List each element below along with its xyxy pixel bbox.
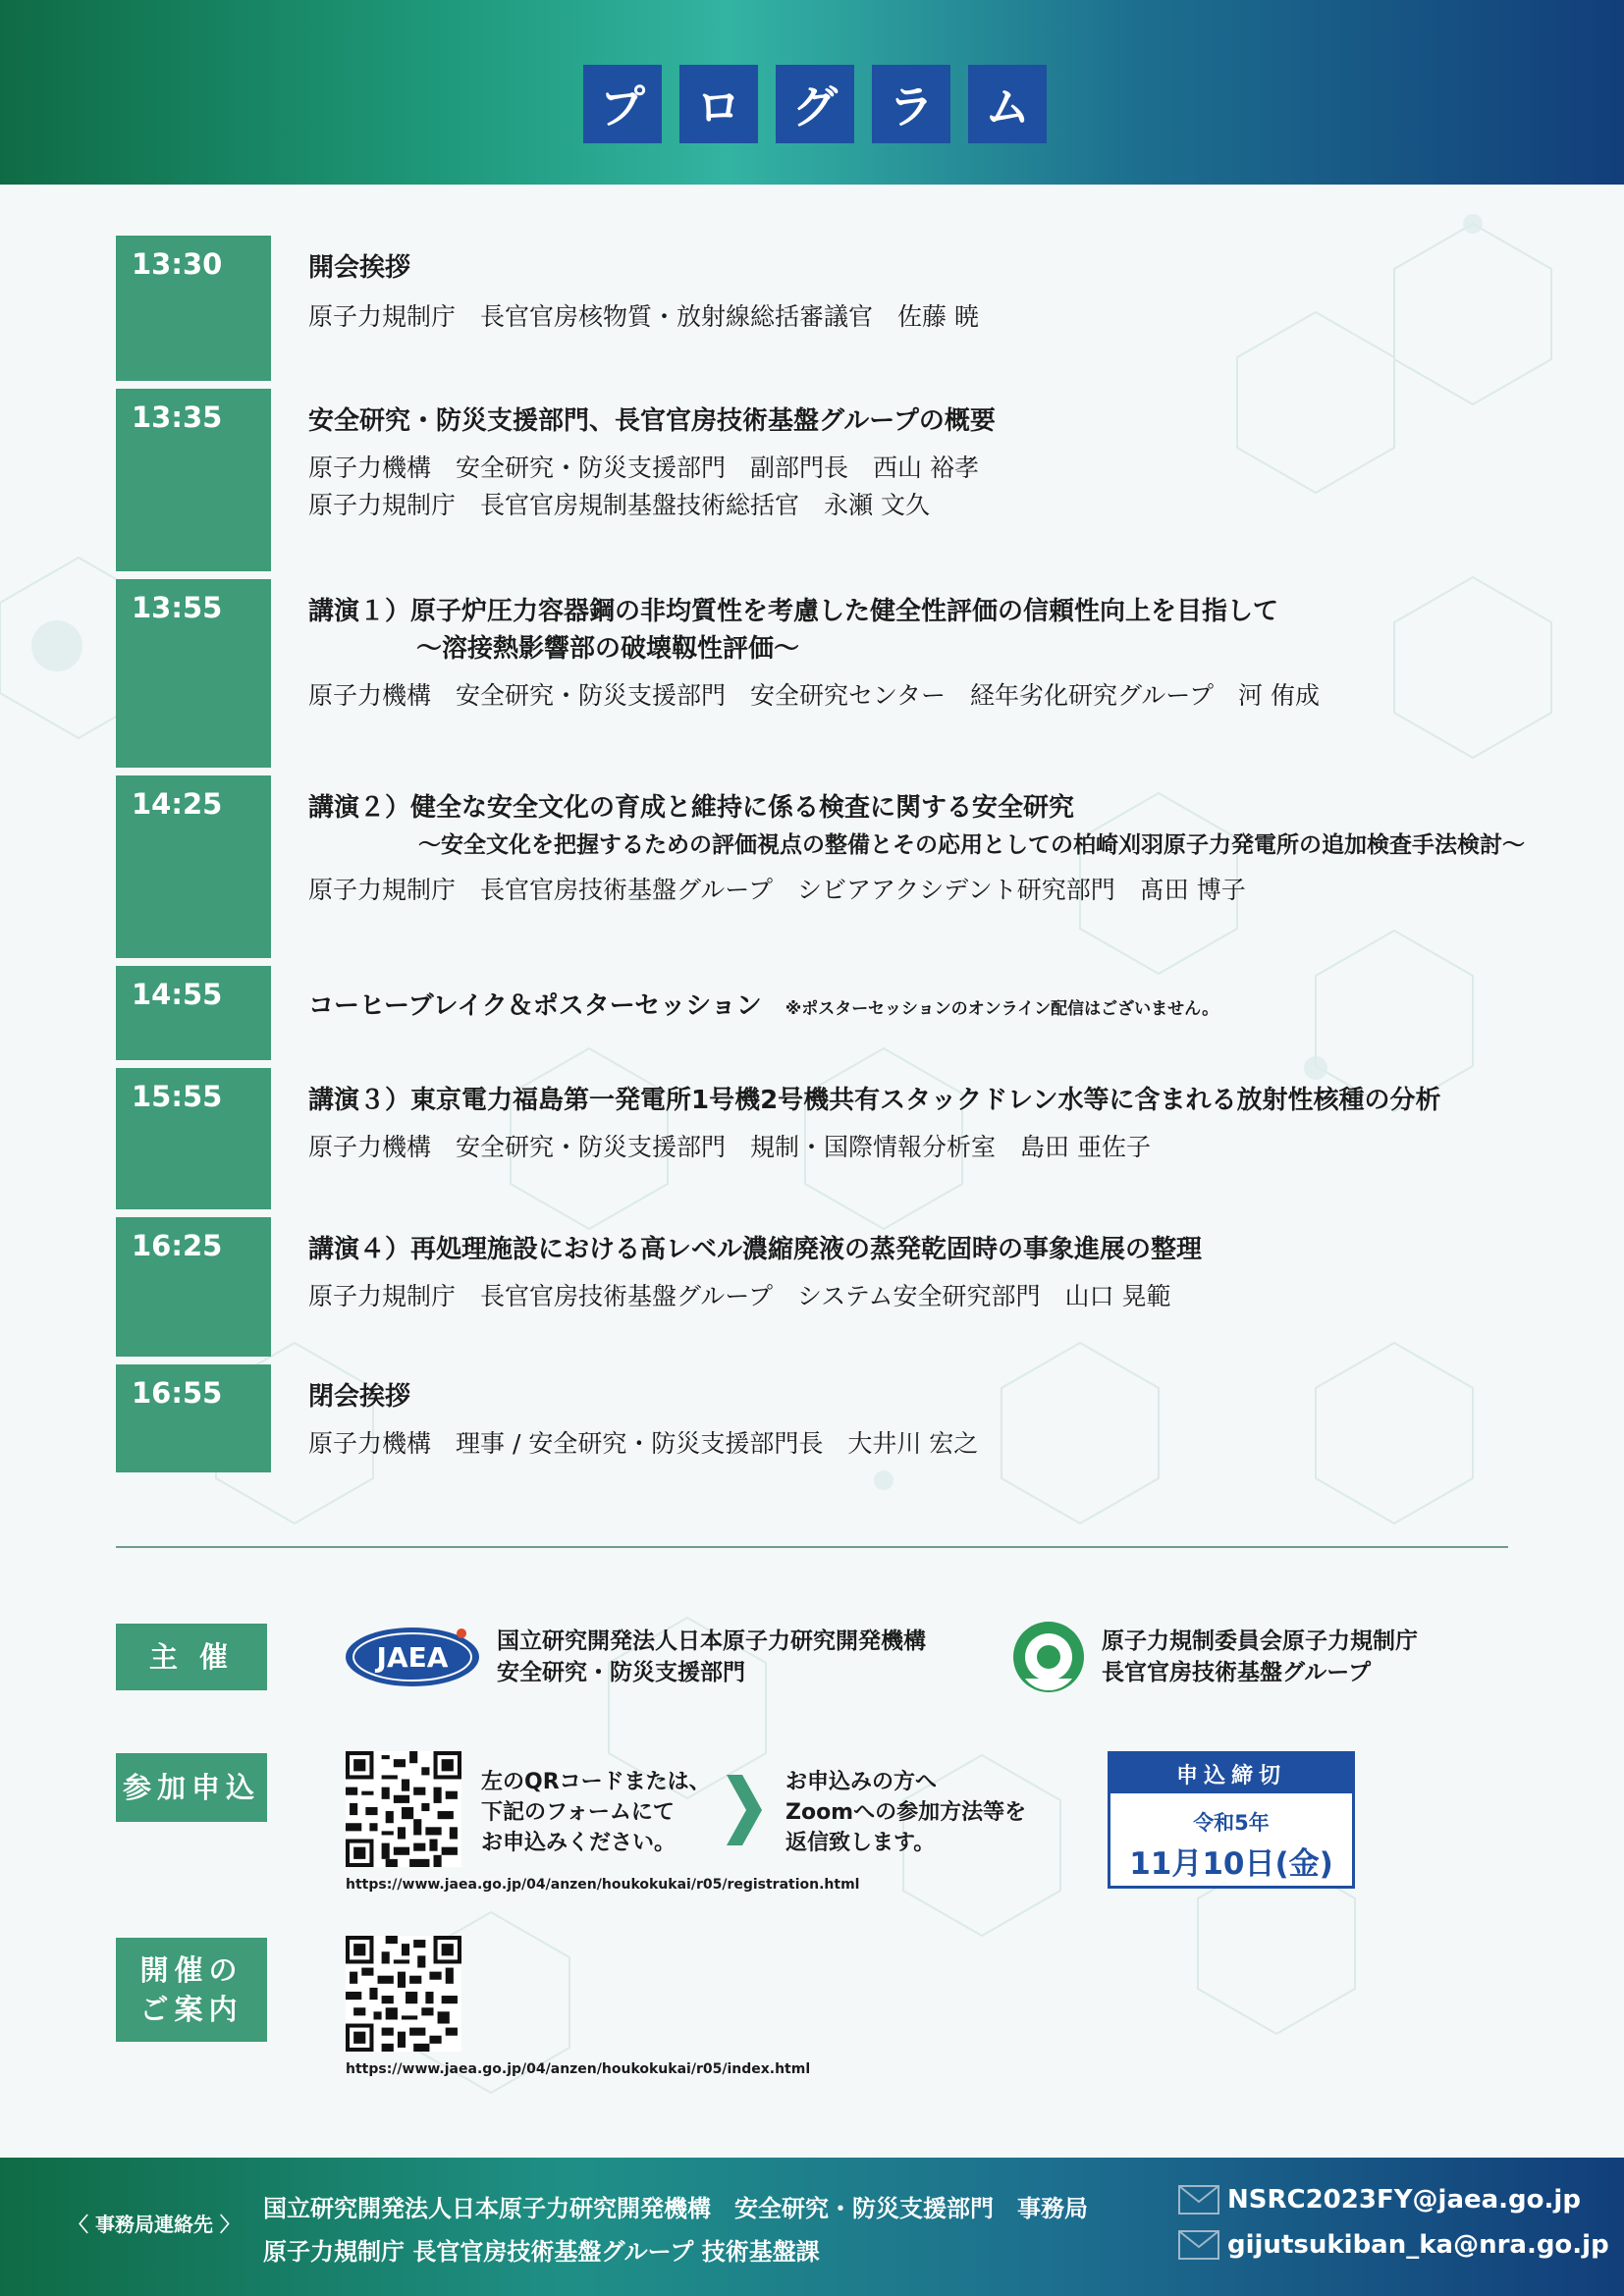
organizer-label: 主 催 <box>116 1624 267 1690</box>
deadline-box <box>1108 1751 1355 1889</box>
info-qr-code[interactable] <box>346 1936 461 2052</box>
apply-instruction <box>481 1767 711 1858</box>
speaker: 原子力機構 安全研究・防災支援部門 安全研究センター 経年劣化研究グループ 河 侑成 <box>308 681 1320 710</box>
contact-email-2 <box>1178 2230 1609 2260</box>
text-line: 開催の <box>139 1953 244 1987</box>
schedule-row <box>116 1068 1549 1209</box>
session-title: 講演１）原子炉圧力容器鋼の非均質性を考慮した健全性評価の信頼性向上を目指して <box>308 597 1279 626</box>
registration-link[interactable]: https://www.jaea.go.jp/04/anzen/houkokukai/r05/registration.html <box>346 1877 860 1893</box>
schedule-row <box>116 775 1549 958</box>
speaker: 原子力規制庁 長官官房核物質・放射線総括審議官 佐藤 暁 <box>308 302 979 331</box>
mail-icon <box>1178 2185 1219 2215</box>
deadline-era: 令和5年 <box>1193 1811 1270 1835</box>
info-link[interactable]: https://www.jaea.go.jp/04/anzen/houkokukai/r05/index.html <box>346 2061 811 2077</box>
time-badge: 16:55 <box>116 1364 271 1472</box>
email-address[interactable]: NSRC2023FY@jaea.go.jp <box>1227 2185 1581 2215</box>
contact-footer <box>0 2158 1624 2296</box>
title-char: ラ <box>872 65 950 143</box>
speaker: 原子力規制庁 長官官房技術基盤グループ システム安全研究部門 山口 晃範 <box>308 1282 1171 1310</box>
text-line: 左のQRコードまたは、 <box>481 1770 711 1794</box>
time-badge: 14:25 <box>116 775 271 958</box>
apply-followup <box>785 1767 1026 1858</box>
session-title: 閉会挨拶 <box>308 1382 411 1412</box>
session-title: 開会挨拶 <box>308 253 411 283</box>
speaker: 原子力規制庁 長官官房技術基盤グループ シビアアクシデント研究部門 髙田 博子 <box>308 876 1246 904</box>
mail-icon <box>1178 2230 1219 2260</box>
session-subtitle: ～溶接熱影響部の破壊靱性評価～ <box>416 634 800 664</box>
schedule-row <box>116 579 1549 768</box>
session-note: ※ポスターセッションのオンライン配信はございません。 <box>785 999 1219 1019</box>
schedule-row <box>116 966 1549 1060</box>
org-dept: 安全研究・防災支援部門 <box>497 1660 745 1685</box>
title-char: プ <box>583 65 662 143</box>
session-title: コーヒーブレイク＆ポスターセッション <box>308 991 762 1021</box>
registration-qr-code[interactable] <box>346 1751 461 1867</box>
organizer-jaea <box>497 1626 926 1688</box>
text-line: ご案内 <box>139 1993 244 2026</box>
apply-label: 参加申込 <box>116 1753 267 1822</box>
org-name: 国立研究開発法人日本原子力研究開発機構 <box>497 1629 926 1654</box>
jaea-logo <box>344 1626 481 1688</box>
org-name: 原子力規制委員会原子力規制庁 <box>1102 1629 1418 1654</box>
section-divider <box>116 1546 1508 1548</box>
time-badge: 14:55 <box>116 966 271 1060</box>
info-label <box>116 1938 267 2042</box>
text-line: Zoomへの参加方法等を <box>785 1800 1027 1825</box>
schedule-row <box>116 236 1549 381</box>
text-line: 返信致します。 <box>785 1831 936 1855</box>
speaker: 原子力機構 安全研究・防災支援部門 規制・国際情報分析室 島田 亜佐子 <box>308 1133 1151 1161</box>
deadline-date: 11月10日(金) <box>1129 1846 1333 1882</box>
session-title: 講演２）健全な安全文化の育成と維持に係る検査に関する安全研究 <box>308 793 1075 823</box>
time-badge: 16:25 <box>116 1217 271 1357</box>
text-line: お申込みの方へ <box>785 1770 938 1794</box>
contact-org2: 原子力規制庁 長官官房技術基盤グループ 技術基盤課 <box>263 2238 820 2266</box>
text-line: お申込みください。 <box>481 1831 677 1855</box>
title-char: ム <box>968 65 1047 143</box>
title-char: ロ <box>679 65 758 143</box>
text-line: 下記のフォームにて <box>481 1800 675 1825</box>
program-title <box>583 65 1047 143</box>
session-title: 安全研究・防災支援部門、長官官房技術基盤グループの概要 <box>308 406 996 436</box>
session-title: 講演４）再処理施設における高レベル濃縮廃液の蒸発乾固時の事象進展の整理 <box>308 1235 1203 1264</box>
org-dept: 長官官房技術基盤グループ <box>1102 1660 1372 1685</box>
contact-org1: 国立研究開発法人日本原子力研究開発機構 安全研究・防災支援部門 事務局 <box>263 2195 1088 2222</box>
time-badge: 13:35 <box>116 389 271 571</box>
nra-logo <box>1011 1620 1086 1694</box>
contact-label: 〈 事務局連絡先 〉 <box>69 2213 240 2236</box>
session-title: 講演３）東京電力福島第一発電所1号機2号機共有スタックドレン水等に含まれる放射性核種の分析 <box>308 1086 1441 1115</box>
schedule-row <box>116 389 1549 571</box>
organizer-nra <box>1102 1626 1418 1688</box>
speaker: 原子力機構 理事 / 安全研究・防災支援部門長 大井川 宏之 <box>308 1429 979 1458</box>
deadline-label: 申込締切 <box>1110 1754 1352 1793</box>
email-address[interactable]: gijutsukiban_ka@nra.go.jp <box>1227 2230 1609 2260</box>
schedule-row <box>116 1364 1549 1472</box>
time-badge: 15:55 <box>116 1068 271 1209</box>
title-char: グ <box>776 65 854 143</box>
session-subtitle: ～安全文化を把握するための評価視点の整備とその応用としての柏崎刈羽原子力発電所の追加検査手法検討～ <box>418 832 1525 858</box>
time-badge: 13:30 <box>116 236 271 381</box>
jaea-logo-text: JAEA <box>376 1641 449 1674</box>
chevron-right-icon <box>725 1773 764 1847</box>
speaker: 原子力規制庁 長官官房規制基盤技術総括官 永瀬 文久 <box>308 491 930 519</box>
header-banner <box>0 0 1624 185</box>
contact-email-1 <box>1178 2185 1581 2215</box>
speaker: 原子力機構 安全研究・防災支援部門 副部門長 西山 裕孝 <box>308 454 979 482</box>
time-badge: 13:55 <box>116 579 271 768</box>
schedule-row <box>116 1217 1549 1357</box>
